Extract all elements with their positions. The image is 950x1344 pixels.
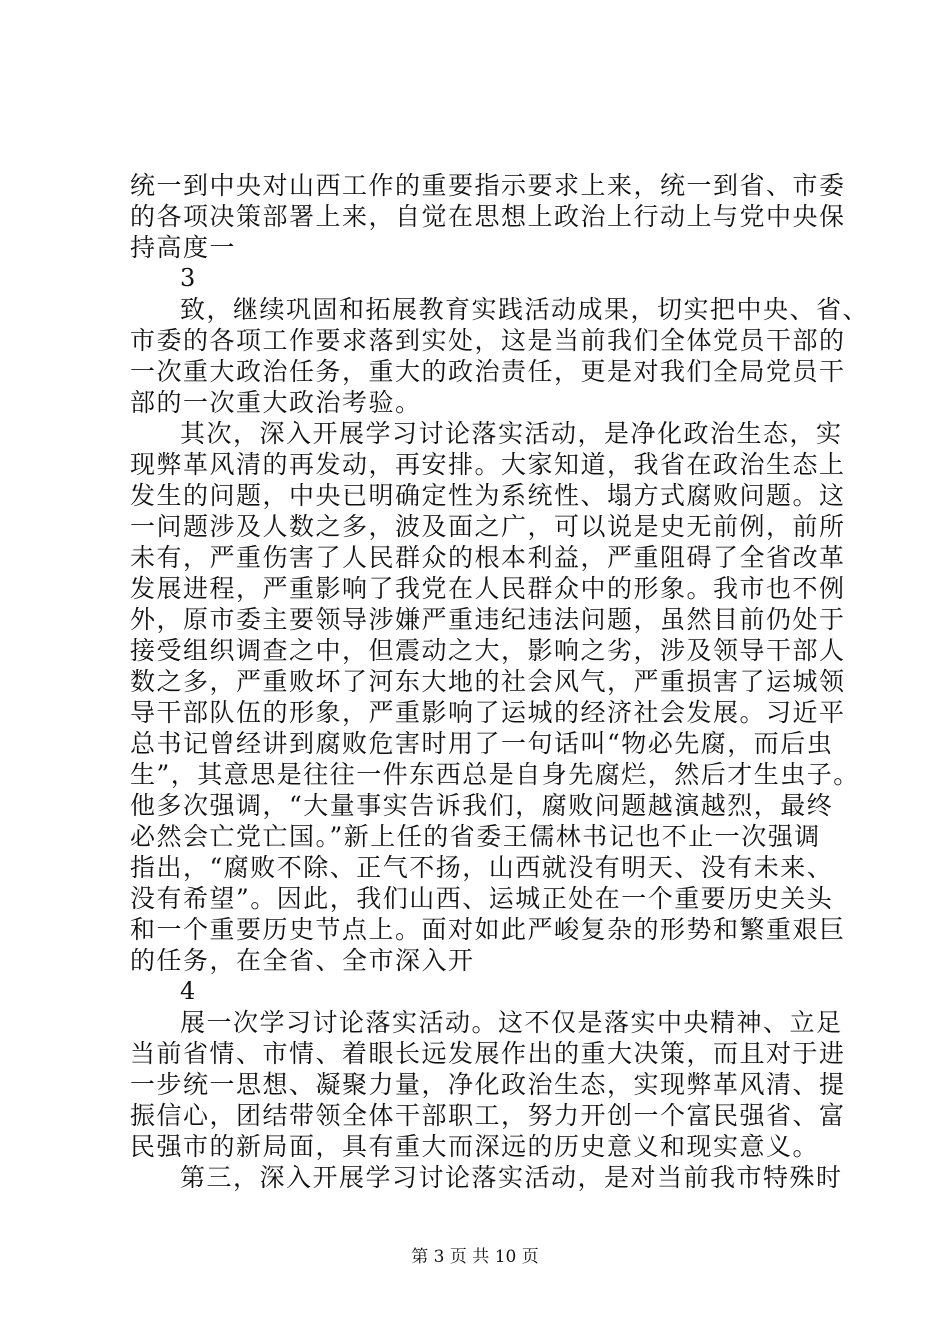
text-line: 一问题涉及人数之多，波及面之广，可以说是史无前例，前所: [130, 512, 846, 541]
text-line: 致，继续巩固和拓展教育实践活动成果，切实把中央、省、: [180, 295, 870, 324]
document-body: [130, 170, 870, 1193]
text-line: 持高度一: [130, 233, 237, 262]
text-line: 展一次学习讨论落实活动。这不仅是落实中央精神、立足: [180, 1008, 843, 1037]
text-line: 没有希望”。因此，我们山西、运城正处在一个重要历史关头: [130, 884, 834, 913]
text-line: 他多次强调，“大量事实告诉我们，腐败问题越演越烈，最终: [130, 791, 834, 820]
text-line: 的任务，在全省、全市深入开: [130, 946, 475, 975]
inline-page-number: 3: [180, 264, 196, 292]
text-line: 外，原市委主要领导涉嫌严重违纪违法问题，虽然目前仍处于: [130, 605, 846, 634]
text-line: 发展进程，严重影响了我党在人民群众中的形象。我市也不例: [130, 574, 846, 603]
text-line: 未有，严重伤害了人民群众的根本利益，严重阻碍了全省改革: [130, 543, 846, 572]
text-line: 当前省情、市情、着眼长远发展作出的重大决策，而且对于进: [130, 1039, 846, 1068]
text-line: 的各项决策部署上来，自觉在思想上政治上行动上与党中央保: [130, 202, 846, 231]
text-line: 一次重大政治任务，重大的政治责任，更是对我们全局党员干: [130, 357, 846, 386]
inline-page-number: 4: [180, 977, 196, 1005]
text-line: 导干部队伍的形象，严重影响了运城的经济社会发展。习近平: [130, 698, 846, 727]
text-line: 发生的问题，中央已明确定性为系统性、塌方式腐败问题。这: [130, 481, 846, 510]
text-line: 统一到中央对山西工作的重要指示要求上来，统一到省、市委: [130, 171, 846, 200]
text-line: 总书记曾经讲到腐败危害时用了一句话叫“物必先腐，而后虫: [130, 729, 834, 758]
text-line: 一步统一思想、凝聚力量，净化政治生态，实现弊革风清、提: [130, 1070, 846, 1099]
text-line: 生”，其意思是往往一件东西总是自身先腐烂，然后才生虫子。: [130, 760, 860, 789]
text-line: 民强市的新局面，具有重大而深远的历史意义和现实意义。: [130, 1132, 820, 1161]
text-line: 现弊革风清的再发动，再安排。大家知道，我省在政治生态上: [130, 450, 846, 479]
text-line: 和一个重要历史节点上。面对如此严峻复杂的形势和繁重艰巨: [130, 915, 846, 944]
paragraph-start: 第三，深入开展学习讨论落实活动，是对当前我市特殊时: [180, 1163, 843, 1192]
text-line: 必然会亡党亡国。”新上任的省委王儒林书记也不止一次强调: [130, 822, 821, 851]
text-line: 指出，“腐败不除、正气不扬，山西就没有明天、没有未来、: [130, 853, 834, 882]
text-line: 振信心，团结带领全体干部职工，努力开创一个富民强省、富: [130, 1101, 846, 1130]
text-line: 数之多，严重败坏了河东大地的社会风气，严重损害了运城领: [130, 667, 846, 696]
paragraph-start: 其次，深入开展学习讨论落实活动，是净化政治生态，实: [180, 419, 843, 448]
text-line: 接受组织调查之中，但震动之大，影响之劣，涉及领导干部人: [130, 636, 846, 665]
page-footer: 第 3 页 共 10 页: [411, 1247, 539, 1267]
text-line: 部的一次重大政治考验。: [130, 388, 422, 417]
text-line: 市委的各项工作要求落到实处，这是当前我们全体党员干部的: [130, 326, 846, 355]
